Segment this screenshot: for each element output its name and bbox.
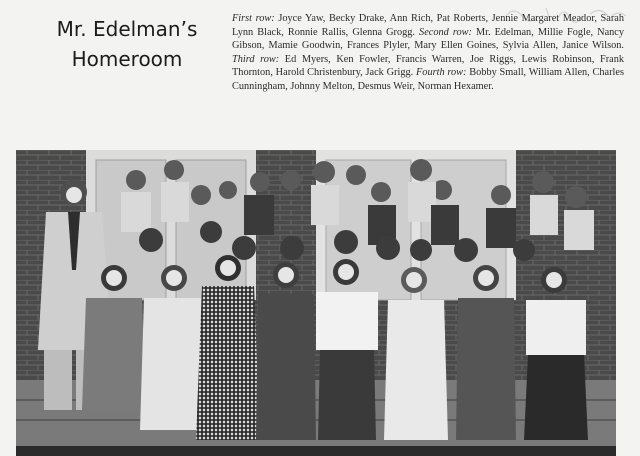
row-label-3: Third row: (232, 53, 285, 65)
heading-line-1: Mr. Edelman’s (56, 17, 198, 41)
group-photo-drawing (16, 150, 616, 446)
class-group-photo (16, 150, 616, 446)
row-names-3: Ed Myers, Ken Fowler, Francis Warren, Joe Riggs, Lewis Robinson, Frank Thornton, Harold Christenbury, Jack Grigg. (232, 53, 624, 79)
row-names-4: Bobby Small, William Allen, Charles Cunningham, Johnny Melton, Desmus Weir, Norman Hexamer. (232, 67, 624, 92)
next-photo-edge (16, 446, 616, 456)
homeroom-heading (38, 14, 216, 74)
row-names-1: Joyce Yaw, Becky Drake, Ann Rich, Pat Roberts, Jennie Margaret Meador, Sarah Lynn Black, Ronnie Rallis, Glenna Grogg. (232, 13, 624, 38)
photo-caption (232, 12, 624, 94)
heading-line-2: Homeroom (71, 47, 183, 71)
row-names-2: Mr. Edelman, Millie Fogle, Nancy Gibson, Mamie Goodwin, Frances Plyler, Mary Ellen Goines, Sylvia Allen, Janice Wilson. (232, 26, 625, 52)
row-label-1: First row: (232, 13, 279, 24)
row-label-4: Fourth row: (416, 67, 470, 79)
row-label-2: Second row: (419, 26, 476, 38)
